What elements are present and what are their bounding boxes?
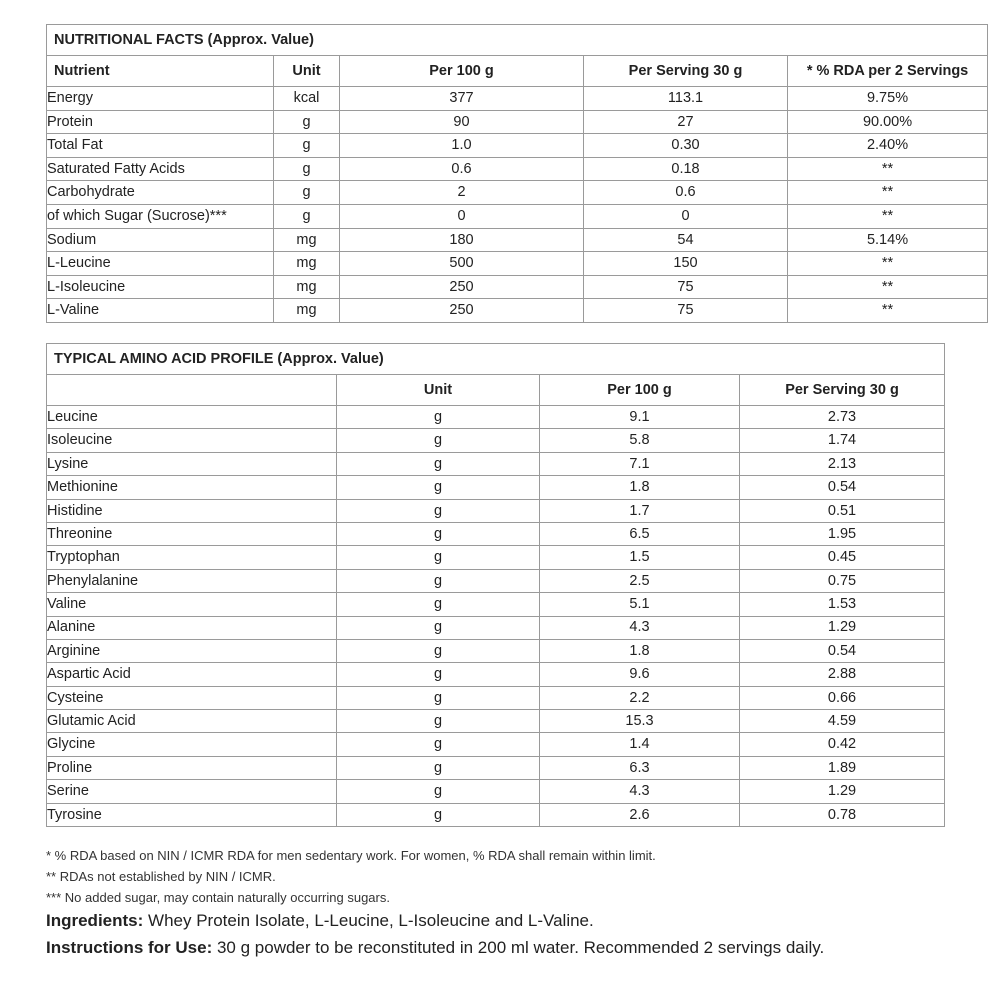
amino-acid-header-row bbox=[47, 375, 945, 406]
cell-unit: g bbox=[337, 546, 540, 569]
cell-per100: 6.3 bbox=[540, 756, 740, 779]
table-row bbox=[47, 803, 945, 826]
cell-unit: g bbox=[337, 593, 540, 616]
cell-perServing: 0.78 bbox=[740, 803, 945, 826]
cell-per100: 1.8 bbox=[540, 476, 740, 499]
table-row bbox=[47, 499, 945, 522]
cell-unit: mg bbox=[274, 299, 340, 323]
cell-per100: 1.8 bbox=[540, 639, 740, 662]
footnote-rda-not-established: ** RDAs not established by NIN / ICMR. bbox=[46, 869, 276, 884]
cell-per100: 2.2 bbox=[540, 686, 740, 709]
table-row bbox=[47, 710, 945, 733]
cell-name: Leucine bbox=[47, 406, 337, 429]
cell-perServing: 2.73 bbox=[740, 406, 945, 429]
instructions-text: 30 g powder to be reconstituted in 200 ml water. Recommended 2 servings daily. bbox=[212, 938, 825, 957]
cell-unit: g bbox=[274, 110, 340, 134]
column-header-unit: Unit bbox=[274, 56, 340, 87]
cell-unit: kcal bbox=[274, 87, 340, 111]
cell-perServing: 0.42 bbox=[740, 733, 945, 756]
cell-per100: 1.7 bbox=[540, 499, 740, 522]
table-row bbox=[47, 639, 945, 662]
amino-acid-profile-title: TYPICAL AMINO ACID PROFILE (Approx. Value) bbox=[47, 344, 945, 375]
cell-rda: ** bbox=[788, 157, 988, 181]
cell-unit: g bbox=[337, 476, 540, 499]
cell-perServing: 54 bbox=[584, 228, 788, 252]
nutritional-facts-body bbox=[47, 87, 988, 323]
instructions-line bbox=[46, 934, 976, 961]
table-row bbox=[47, 452, 945, 475]
cell-per100: 9.6 bbox=[540, 663, 740, 686]
cell-per100: 250 bbox=[340, 299, 584, 323]
cell-name: Aspartic Acid bbox=[47, 663, 337, 686]
cell-perServing: 75 bbox=[584, 275, 788, 299]
cell-perServing: 27 bbox=[584, 110, 788, 134]
cell-unit: g bbox=[337, 429, 540, 452]
cell-unit: g bbox=[337, 803, 540, 826]
cell-rda: ** bbox=[788, 204, 988, 228]
cell-perServing: 1.29 bbox=[740, 616, 945, 639]
cell-name: Arginine bbox=[47, 639, 337, 662]
amino-acid-profile-table bbox=[46, 343, 945, 827]
cell-per100: 4.3 bbox=[540, 616, 740, 639]
cell-name: of which Sugar (Sucrose)*** bbox=[47, 204, 274, 228]
cell-per100: 500 bbox=[340, 252, 584, 276]
table-row bbox=[47, 616, 945, 639]
ingredients-line bbox=[46, 907, 976, 934]
cell-perServing: 4.59 bbox=[740, 710, 945, 733]
cell-perServing: 150 bbox=[584, 252, 788, 276]
cell-per100: 15.3 bbox=[540, 710, 740, 733]
cell-per100: 90 bbox=[340, 110, 584, 134]
cell-per100: 2.5 bbox=[540, 569, 740, 592]
cell-unit: g bbox=[274, 134, 340, 158]
cell-unit: g bbox=[337, 406, 540, 429]
cell-unit: g bbox=[337, 522, 540, 545]
cell-per100: 6.5 bbox=[540, 522, 740, 545]
cell-perServing: 1.95 bbox=[740, 522, 945, 545]
cell-per100: 377 bbox=[340, 87, 584, 111]
cell-rda: 5.14% bbox=[788, 228, 988, 252]
cell-unit: g bbox=[274, 157, 340, 181]
column-header-amino-per-100g: Per 100 g bbox=[540, 375, 740, 406]
table-row bbox=[47, 406, 945, 429]
cell-perServing: 0.54 bbox=[740, 476, 945, 499]
cell-per100: 1.0 bbox=[340, 134, 584, 158]
cell-unit: g bbox=[337, 569, 540, 592]
cell-name: Proline bbox=[47, 756, 337, 779]
cell-name: L-Leucine bbox=[47, 252, 274, 276]
instructions-label: Instructions for Use: bbox=[46, 938, 213, 957]
cell-per100: 7.1 bbox=[540, 452, 740, 475]
cell-name: Cysteine bbox=[47, 686, 337, 709]
cell-unit: g bbox=[337, 663, 540, 686]
cell-perServing: 0.30 bbox=[584, 134, 788, 158]
cell-unit: g bbox=[337, 452, 540, 475]
cell-name: Total Fat bbox=[47, 134, 274, 158]
cell-perServing: 75 bbox=[584, 299, 788, 323]
ingredients-label: Ingredients: bbox=[46, 911, 144, 930]
cell-perServing: 2.88 bbox=[740, 663, 945, 686]
table-row bbox=[47, 87, 988, 111]
column-header-amino-per-serving: Per Serving 30 g bbox=[740, 375, 945, 406]
cell-rda: ** bbox=[788, 299, 988, 323]
cell-perServing: 0.75 bbox=[740, 569, 945, 592]
cell-name: Isoleucine bbox=[47, 429, 337, 452]
cell-unit: g bbox=[337, 639, 540, 662]
table-row bbox=[47, 275, 988, 299]
cell-perServing: 0.66 bbox=[740, 686, 945, 709]
cell-per100: 0 bbox=[340, 204, 584, 228]
cell-per100: 9.1 bbox=[540, 406, 740, 429]
cell-unit: mg bbox=[274, 275, 340, 299]
table-row bbox=[47, 252, 988, 276]
cell-perServing: 0 bbox=[584, 204, 788, 228]
table-row bbox=[47, 157, 988, 181]
cell-per100: 0.6 bbox=[340, 157, 584, 181]
table-row bbox=[47, 756, 945, 779]
table-row bbox=[47, 686, 945, 709]
table-row bbox=[47, 134, 988, 158]
table-row bbox=[47, 733, 945, 756]
cell-perServing: 0.6 bbox=[584, 181, 788, 205]
table-row bbox=[47, 569, 945, 592]
cell-unit: g bbox=[337, 710, 540, 733]
table-row bbox=[47, 522, 945, 545]
footnote-rda-basis: * % RDA based on NIN / ICMR RDA for men sedentary work. For women, % RDA shall remain within limit. bbox=[46, 848, 656, 863]
table-row bbox=[47, 181, 988, 205]
cell-name: Alanine bbox=[47, 616, 337, 639]
cell-name: Valine bbox=[47, 593, 337, 616]
column-header-per-100g: Per 100 g bbox=[340, 56, 584, 87]
table-row bbox=[47, 476, 945, 499]
cell-rda: ** bbox=[788, 275, 988, 299]
cell-perServing: 1.89 bbox=[740, 756, 945, 779]
cell-name: Saturated Fatty Acids bbox=[47, 157, 274, 181]
column-header-amino-name bbox=[47, 375, 337, 406]
cell-name: Serine bbox=[47, 780, 337, 803]
table-row bbox=[47, 204, 988, 228]
ingredients-text: Whey Protein Isolate, L-Leucine, L-Isoleucine and L-Valine. bbox=[143, 911, 594, 930]
product-info bbox=[46, 907, 976, 961]
cell-per100: 4.3 bbox=[540, 780, 740, 803]
nutritional-facts-title: NUTRITIONAL FACTS (Approx. Value) bbox=[47, 25, 988, 56]
table-row bbox=[47, 110, 988, 134]
cell-per100: 1.5 bbox=[540, 546, 740, 569]
cell-perServing: 2.13 bbox=[740, 452, 945, 475]
cell-name: Methionine bbox=[47, 476, 337, 499]
cell-unit: g bbox=[337, 733, 540, 756]
table-row bbox=[47, 780, 945, 803]
cell-name: Phenylalanine bbox=[47, 569, 337, 592]
cell-unit: g bbox=[274, 204, 340, 228]
cell-name: L-Isoleucine bbox=[47, 275, 274, 299]
cell-perServing: 1.74 bbox=[740, 429, 945, 452]
table-row bbox=[47, 593, 945, 616]
cell-name: Lysine bbox=[47, 452, 337, 475]
cell-name: Tyrosine bbox=[47, 803, 337, 826]
cell-rda: 2.40% bbox=[788, 134, 988, 158]
table-row bbox=[47, 429, 945, 452]
cell-unit: g bbox=[274, 181, 340, 205]
footnotes bbox=[46, 845, 956, 908]
cell-per100: 2.6 bbox=[540, 803, 740, 826]
cell-name: Glycine bbox=[47, 733, 337, 756]
amino-acid-profile-body bbox=[47, 406, 945, 827]
nutritional-facts-header-row bbox=[47, 56, 988, 87]
cell-rda: 90.00% bbox=[788, 110, 988, 134]
cell-name: Protein bbox=[47, 110, 274, 134]
cell-name: L-Valine bbox=[47, 299, 274, 323]
cell-name: Sodium bbox=[47, 228, 274, 252]
table-row bbox=[47, 663, 945, 686]
cell-perServing: 0.18 bbox=[584, 157, 788, 181]
footnote-no-added-sugar: *** No added sugar, may contain naturally occurring sugars. bbox=[46, 890, 390, 905]
cell-unit: g bbox=[337, 686, 540, 709]
table-row bbox=[47, 299, 988, 323]
cell-perServing: 0.54 bbox=[740, 639, 945, 662]
cell-perServing: 1.53 bbox=[740, 593, 945, 616]
cell-perServing: 0.45 bbox=[740, 546, 945, 569]
cell-unit: g bbox=[337, 616, 540, 639]
cell-name: Glutamic Acid bbox=[47, 710, 337, 733]
cell-per100: 1.4 bbox=[540, 733, 740, 756]
nutritional-facts-table bbox=[46, 24, 988, 323]
cell-name: Carbohydrate bbox=[47, 181, 274, 205]
cell-name: Histidine bbox=[47, 499, 337, 522]
column-header-amino-unit: Unit bbox=[337, 375, 540, 406]
cell-per100: 5.1 bbox=[540, 593, 740, 616]
table-row bbox=[47, 228, 988, 252]
cell-name: Tryptophan bbox=[47, 546, 337, 569]
cell-perServing: 1.29 bbox=[740, 780, 945, 803]
cell-rda: 9.75% bbox=[788, 87, 988, 111]
column-header-nutrient: Nutrient bbox=[47, 56, 274, 87]
column-header-rda: * % RDA per 2 Servings bbox=[788, 56, 988, 87]
cell-rda: ** bbox=[788, 252, 988, 276]
cell-rda: ** bbox=[788, 181, 988, 205]
cell-per100: 5.8 bbox=[540, 429, 740, 452]
cell-unit: g bbox=[337, 756, 540, 779]
column-header-per-serving: Per Serving 30 g bbox=[584, 56, 788, 87]
table-row bbox=[47, 546, 945, 569]
cell-perServing: 0.51 bbox=[740, 499, 945, 522]
cell-unit: mg bbox=[274, 252, 340, 276]
cell-unit: mg bbox=[274, 228, 340, 252]
cell-unit: g bbox=[337, 780, 540, 803]
cell-unit: g bbox=[337, 499, 540, 522]
cell-per100: 250 bbox=[340, 275, 584, 299]
cell-per100: 2 bbox=[340, 181, 584, 205]
cell-name: Energy bbox=[47, 87, 274, 111]
cell-name: Threonine bbox=[47, 522, 337, 545]
cell-per100: 180 bbox=[340, 228, 584, 252]
cell-perServing: 113.1 bbox=[584, 87, 788, 111]
